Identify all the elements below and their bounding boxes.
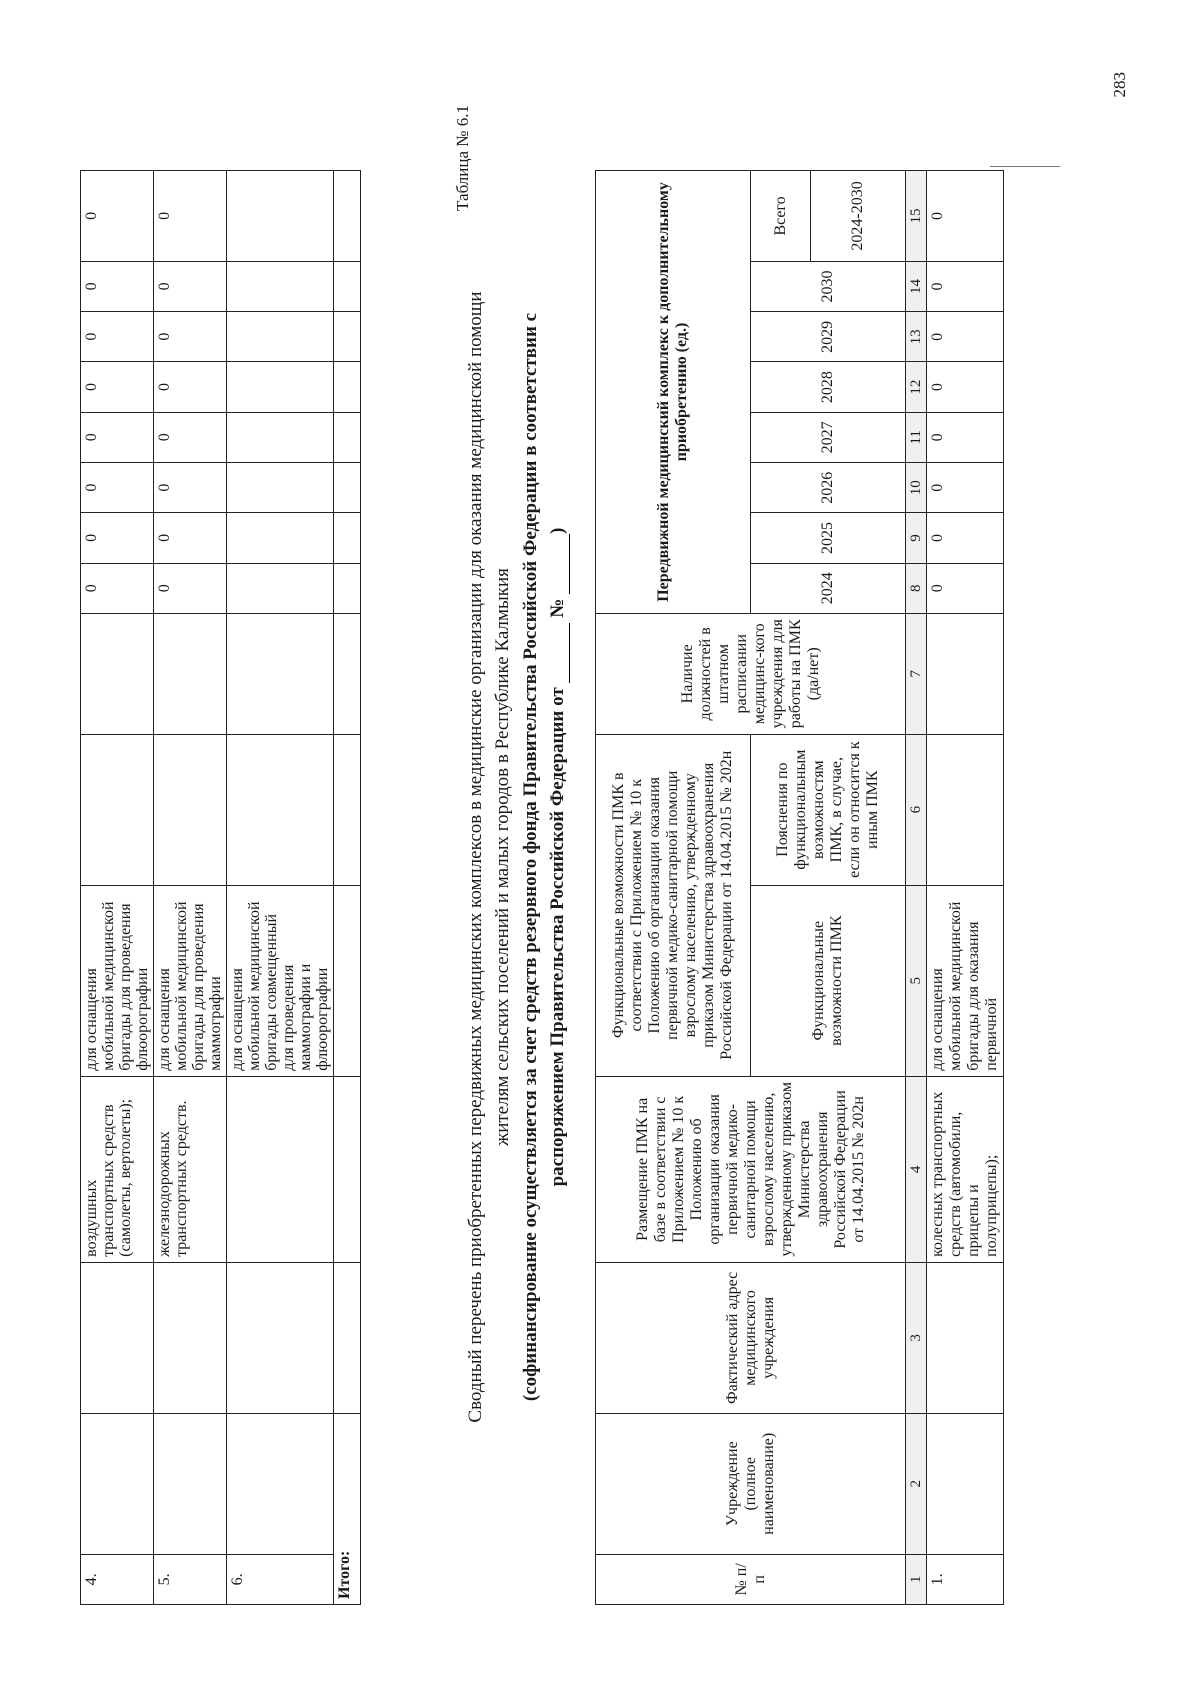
number-blank <box>551 534 570 594</box>
column-number: 8 <box>906 563 927 613</box>
date-blank <box>551 623 570 683</box>
page-number: 283 <box>1110 72 1129 98</box>
cell-value: 0 <box>81 462 154 512</box>
header-year-2028: 2028 <box>751 362 906 412</box>
cell-value: 0 <box>81 261 154 311</box>
column-number: 1 <box>906 1554 927 1604</box>
cell-value <box>227 563 334 613</box>
total-cell <box>334 261 361 311</box>
column-number: 13 <box>906 312 927 362</box>
title-line-4 <box>545 147 570 1567</box>
column-number: 2 <box>906 1413 927 1554</box>
header-year-2025: 2025 <box>751 513 906 563</box>
cell-institution <box>81 1413 154 1554</box>
cell-address <box>81 1262 154 1413</box>
cell-institution <box>927 1413 1004 1554</box>
cell-value: 0 <box>154 563 227 613</box>
number-sign: № <box>547 598 568 618</box>
cell-value: 0 <box>154 462 227 512</box>
cell-value: 0 <box>927 563 1004 613</box>
header-year-2030: 2030 <box>751 261 906 311</box>
header-total-years: 2024-2030 <box>811 171 906 262</box>
cell-placement <box>227 1076 334 1262</box>
column-number-row <box>906 171 927 1605</box>
column-number: 6 <box>906 734 927 885</box>
header-staff: Наличие должностей в штатном расписании медицинс-кого учреждения для работы на ПМК (да/нет) <box>596 613 906 734</box>
column-number: 14 <box>906 261 927 311</box>
header-address: Фактический адрес медицинского учреждения <box>596 1262 906 1413</box>
total-cell <box>334 563 361 613</box>
total-cell <box>334 171 361 262</box>
table-label: Таблица № 6.1 <box>453 105 472 211</box>
column-number: 3 <box>906 1262 927 1413</box>
cell-value: 0 <box>154 311 227 361</box>
cell-value: 0 <box>154 362 227 412</box>
cell-staff <box>154 613 227 734</box>
cell-value: 0 <box>81 311 154 361</box>
total-row <box>334 171 361 1605</box>
cell-value <box>227 462 334 512</box>
total-cell <box>334 513 361 563</box>
summary-table <box>595 170 1004 1605</box>
header-institution: Учреждение (полное наименование) <box>596 1413 906 1554</box>
cell-staff <box>227 613 334 734</box>
cell-value: 0 <box>81 362 154 412</box>
cell-value: 0 <box>154 261 227 311</box>
header-year-2029: 2029 <box>751 312 906 362</box>
header-total: Всего <box>751 171 811 262</box>
header-num: № п/п <box>596 1554 906 1604</box>
cell-value <box>227 362 334 412</box>
cell-value: 0 <box>154 513 227 563</box>
title-line-1: Сводный перечень приобретенных передвижных медицинских комплексов в медицинские организации для оказания медицинской помощи <box>465 291 486 1423</box>
column-number: 9 <box>906 513 927 563</box>
cell-notes <box>154 734 227 885</box>
row-number: 4. <box>81 1554 154 1604</box>
total-cell <box>334 1076 361 1262</box>
total-cell <box>334 613 361 734</box>
cell-value: 0 <box>927 362 1004 412</box>
cell-staff <box>927 613 1004 734</box>
cell-address <box>154 1262 227 1413</box>
row-number: 6. <box>227 1554 334 1604</box>
cell-value: 0 <box>927 171 1004 262</box>
header-functional-capabilities: Функциональные возможности ПМК <box>751 885 906 1076</box>
cell-value <box>227 412 334 462</box>
column-number: 7 <box>906 613 927 734</box>
cell-value: 0 <box>154 171 227 262</box>
header-additional: Передвижной медицинский комплекс к дополнительному приобретению (ед.) <box>596 171 751 614</box>
cell-value: 0 <box>81 171 154 262</box>
total-cell <box>334 1262 361 1413</box>
column-number: 4 <box>906 1076 927 1262</box>
column-number: 11 <box>906 412 927 462</box>
total-label: Итого: <box>334 1413 361 1604</box>
column-number: 15 <box>906 171 927 262</box>
title-line-4-text: распоряжением Правительства Российской Федерации от <box>547 687 568 1187</box>
cell-value <box>227 513 334 563</box>
cell-functional: для оснащения мобильной медицинской бригады совмещенный для проведения маммографии и флюорографии <box>227 885 334 1076</box>
title-line-3: (софинансирование осуществляется за счет средств резервного фонда Правительства Российской Федерации в соответствии с <box>520 312 541 1402</box>
cell-notes <box>227 734 334 885</box>
cell-value <box>227 261 334 311</box>
total-cell <box>334 734 361 885</box>
header-year-2027: 2027 <box>751 412 906 462</box>
cell-institution <box>154 1413 227 1554</box>
cell-institution <box>227 1413 334 1554</box>
header-placement: Размещение ПМК на базе в соответствии с Приложением № 10 к Положению об организации оказания первичной медико-санитарной помощи взрослому населению, утвержденному приказом Министерства здравоохранения Российской Федерации от 14.04.2015 № 202н <box>596 1076 906 1262</box>
total-cell <box>334 412 361 462</box>
header-functional-notes: Пояснения по функциональным возможностям ПМК, в случае, если он относится к иным ПМК <box>751 734 906 885</box>
cell-value: 0 <box>927 463 1004 513</box>
cell-value <box>227 311 334 361</box>
cell-notes <box>81 734 154 885</box>
cell-functional: для оснащения мобильной медицинской бригады для проведения флюорографии <box>81 885 154 1076</box>
header-year-2024: 2024 <box>751 563 906 613</box>
cell-placement: колесных транспортных средств (автомобили, прицепы и полуприцепы); <box>927 1076 1004 1262</box>
cell-value: 0 <box>81 563 154 613</box>
cell-value: 0 <box>927 513 1004 563</box>
column-number: 10 <box>906 463 927 513</box>
cell-value: 0 <box>81 412 154 462</box>
cell-value <box>227 171 334 262</box>
cell-staff <box>81 613 154 734</box>
total-cell <box>334 362 361 412</box>
continued-table <box>80 170 361 1605</box>
total-cell <box>334 885 361 1076</box>
cell-placement: железнодорожных транспортных средств. <box>154 1076 227 1262</box>
total-cell <box>334 462 361 512</box>
cell-value: 0 <box>927 261 1004 311</box>
cell-functional: для оснащения мобильной медицинской бригады для оказания первичной <box>927 885 1004 1076</box>
cell-address <box>927 1262 1004 1413</box>
row-number: 1. <box>927 1554 1004 1604</box>
column-number: 5 <box>906 885 927 1076</box>
total-cell <box>334 311 361 361</box>
cell-notes <box>927 734 1004 885</box>
header-year-2026: 2026 <box>751 463 906 513</box>
cell-placement: воздушных транспортных средств (самолеты, вертолеты); <box>81 1076 154 1262</box>
header-functional: Функциональные возможности ПМК в соответствии с Приложением № 10 к Положению об организации оказания первичной медико-санитарной помощи взрослому населению, утвержденному приказом Министерства здравоохранения Российской Федерации от 14.04.2015 № 202н <box>596 734 751 1076</box>
table-row <box>154 171 227 1605</box>
cell-value: 0 <box>927 312 1004 362</box>
row-number: 5. <box>154 1554 227 1604</box>
cell-value: 0 <box>81 513 154 563</box>
table-row <box>81 171 154 1605</box>
cell-value: 0 <box>927 412 1004 462</box>
margin-mark <box>990 166 1060 167</box>
table-row <box>927 171 1004 1605</box>
cell-functional: для оснащения мобильной медицинской бригады для проведения маммографии <box>154 885 227 1076</box>
close-paren: ) <box>547 527 568 534</box>
title-line-2: жителям сельских поселений и малых городов в Республике Калмыкия <box>492 568 513 1146</box>
table-row <box>227 171 334 1605</box>
cell-value: 0 <box>154 412 227 462</box>
column-number: 12 <box>906 362 927 412</box>
cell-address <box>227 1262 334 1413</box>
